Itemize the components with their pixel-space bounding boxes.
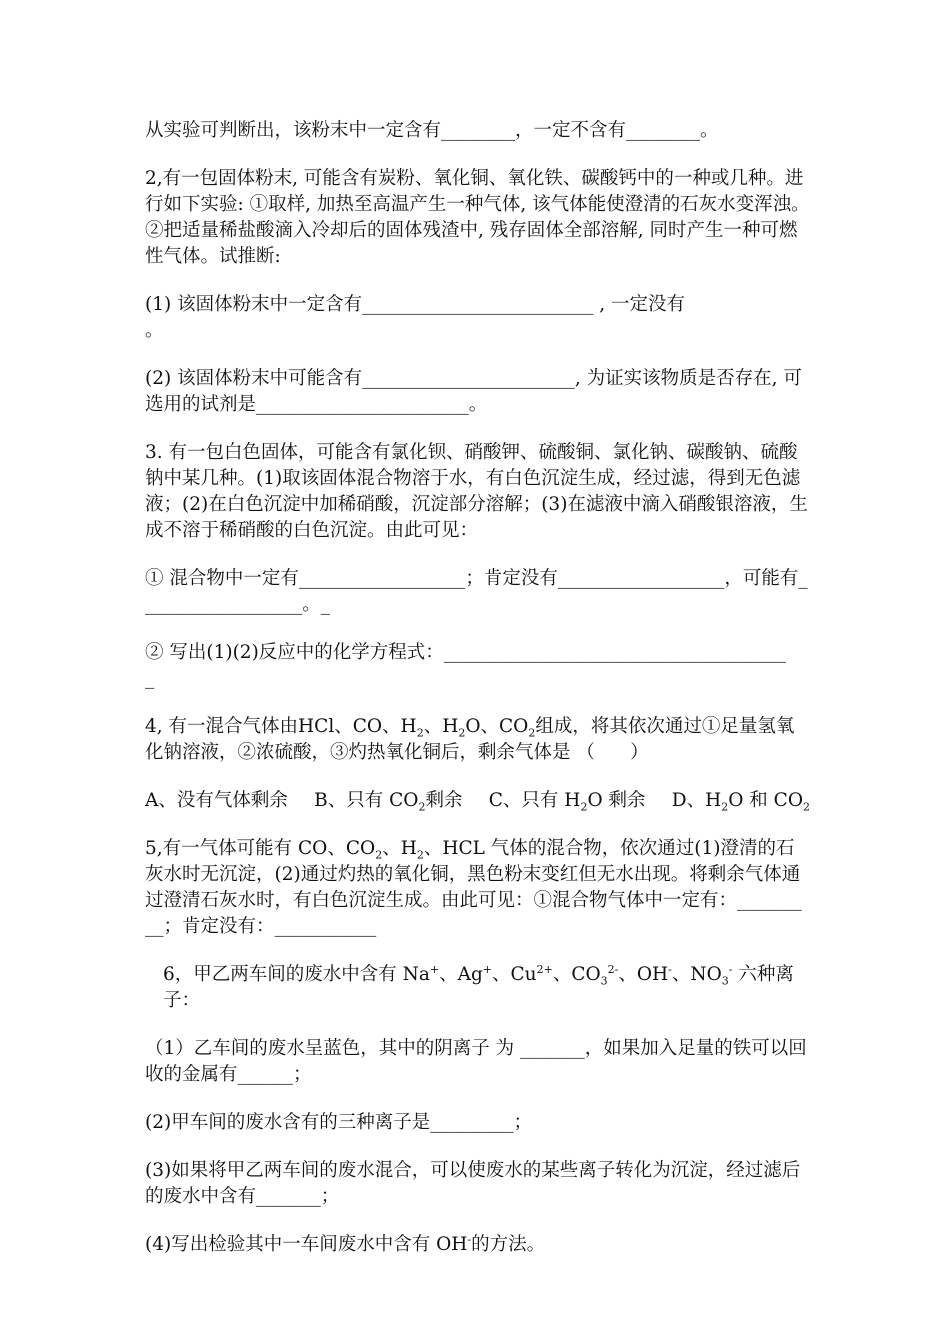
question-3-part-1: ① 混合物中一定有__________________；肯定没有__________________，可能有__________________。_ [145, 568, 808, 615]
question-6: 6，甲乙两车间的废水中含有 Na+、Ag+、$Cu^{2+}$、$CO_3^{2-}$、OH-、$NO_3^-$ 六种离子： [163, 962, 794, 1011]
question-6-part-1: （1）乙车间的废水呈蓝色，其中的阴离子 为 _______，如果加入足量的铁可以回收的金属有______； [145, 1038, 807, 1085]
question-4: 4, 有一混合气体由HCl、CO、$H_2$、$H_2O$、$CO_2$组成，将其依次通过①足量氢氧化钠溶液，②浓硫酸，③灼热氧化铜后，剩余气体是 （ ） [145, 716, 795, 763]
option-d: D、$H_2O$ 和 $CO_2$ [671, 790, 810, 814]
option-a: A、没有气体剩余 [145, 790, 288, 811]
question-6-part-2: (2)甲车间的废水含有的三种离子是_________； [145, 1112, 532, 1133]
question-6-part-3: (3)如果将甲乙两车间的废水混合，可以使废水的某些离子转化为沉淀，经过滤后的废水中含有_______； [145, 1160, 801, 1207]
question-2-part-2: (2) 该固体粉末中可能含有_______________________, 为证实该物质是否存在, 可选用的试剂是_______________________。 [145, 368, 802, 415]
question-2: 2,有一包固体粉末, 可能含有炭粉、氧化铜、氧化铁、碳酸钙中的一种或几种。进行如下实验: ①取样, 加热至高温产生一种气体, 该气体能使澄清的石灰水变浑浊。②把适量稀盐酸滴入冷却后的固体残渣中, 残存固体全部溶解, 同时产生一种可燃性气体。试推断: [145, 168, 810, 267]
option-c: C、只有 $H_2O$ 剩余 [488, 790, 646, 814]
option-b: B、只有 $CO_2$剩余 [314, 790, 463, 814]
question-6-part-4: (4)写出检验其中一车间废水中含有 OH-的方法。 [145, 1232, 546, 1255]
question-3-part-2: ② 写出(1)(2)反应中的化学方程式：_____________________________________ _ [145, 642, 787, 689]
worksheet-page [145, 118, 810, 1258]
question-4-options [145, 788, 810, 814]
question-1-tail: 从实验可判断出，该粉末中一定含有________，一定不含有________。 [145, 120, 719, 141]
question-5: 5,有一气体可能有 CO、$CO_2$、$H_2$、HCL 气体的混合物，依次通过(1)澄清的石灰水时无沉淀，(2)通过灼热的氧化铜，黑色粉末变红但无水出现。将剩余气体通过澄清石灰水时，有白色沉淀生成。由此可见：①混合物气体中一定有：_________；肯定没有：___________ [145, 838, 802, 937]
question-3: 3. 有一包白色固体，可能含有氯化钡、硝酸钾、硫酸铜、氯化钠、碳酸钠、硫酸钠中某几种。(1)取该固体混合物溶于水，有白色沉淀生成，经过滤，得到无色滤液；(2)在白色沉淀中加稀硝酸，沉淀部分溶解；(3)在滤液中滴入硝酸银溶液，生成不溶于稀硝酸的白色沉淀。由此可见： [145, 442, 808, 541]
question-2-part-1: (1) 该固体粉末中一定含有_________________________ , 一定没有 。 [145, 294, 685, 341]
